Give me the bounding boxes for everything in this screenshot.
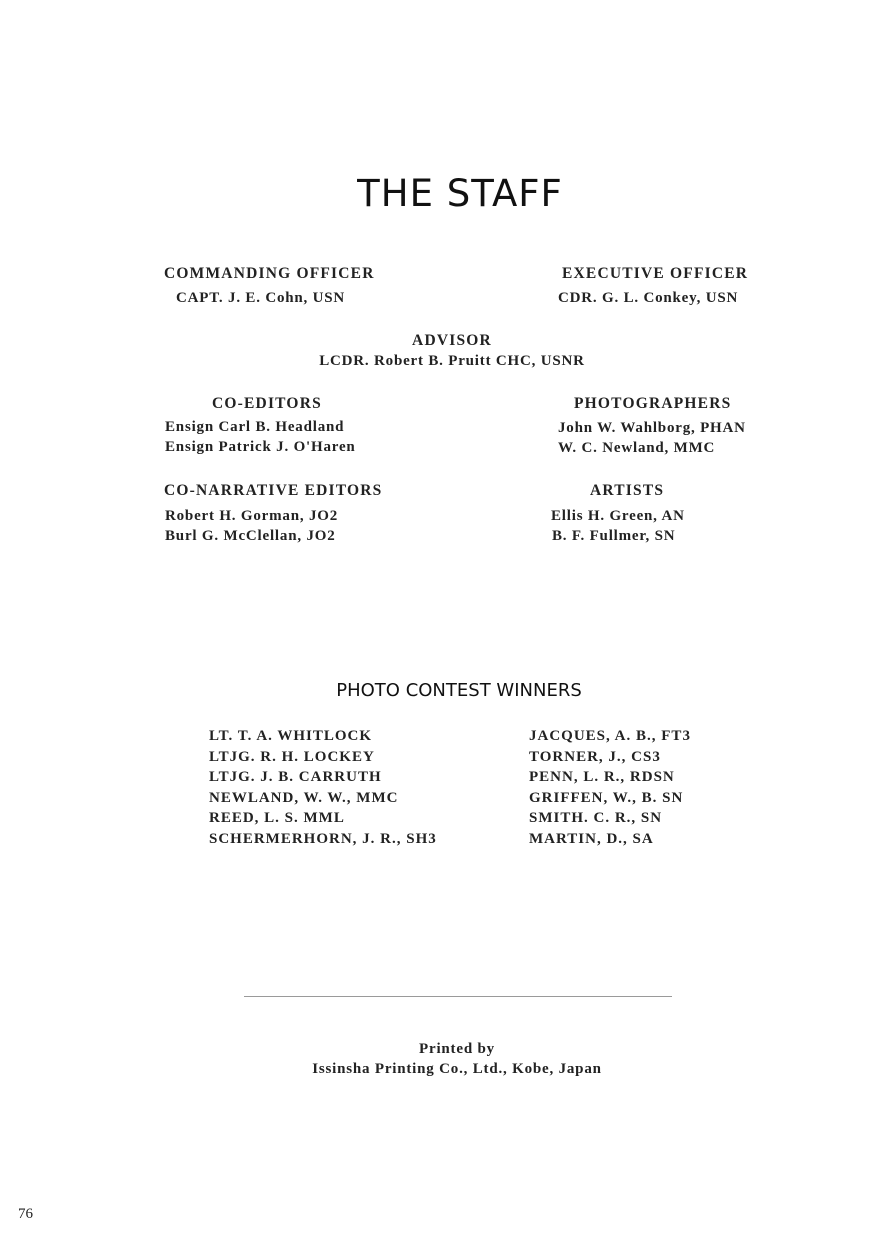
- winner-name: SCHERMERHORN, J. R., SH3: [209, 830, 437, 847]
- co-narrative-editor-name: Burl G. McClellan, JO2: [165, 528, 336, 544]
- winner-name: PENN, L. R., RDSN: [529, 769, 675, 786]
- page-title: THE STAFF: [357, 172, 563, 215]
- executive-officer-name: CDR. G. L. Conkey, USN: [558, 290, 739, 306]
- artist-name: Ellis H. Green, AN: [551, 508, 685, 524]
- winners-list-right: [529, 726, 691, 850]
- co-editors-heading: CO-EDITORS: [212, 395, 322, 412]
- advisor-name: LCDR. Robert B. Pruitt CHC, USNR: [319, 353, 585, 369]
- printer-credit: Issinsha Printing Co., Ltd., Kobe, Japan: [312, 1061, 602, 1077]
- divider: [244, 996, 672, 997]
- artist-name: B. F. Fullmer, SN: [552, 528, 676, 544]
- co-editor-name: Ensign Carl B. Headland: [165, 419, 345, 435]
- co-editor-name: Ensign Patrick J. O'Haren: [165, 439, 356, 455]
- photographers-heading: PHOTOGRAPHERS: [574, 395, 732, 412]
- photo-contest-heading: PHOTO CONTEST WINNERS: [336, 680, 582, 701]
- winner-name: MARTIN, D., SA: [529, 830, 654, 847]
- winner-name: TORNER, J., CS3: [529, 748, 661, 765]
- winner-name: SMITH. C. R., SN: [529, 810, 663, 827]
- page-number: 76: [18, 1206, 33, 1222]
- winner-name: LTJG. J. B. CARRUTH: [209, 769, 382, 786]
- winners-list-left: [209, 726, 437, 850]
- printed-by-label: Printed by: [419, 1041, 495, 1057]
- winner-name: LTJG. R. H. LOCKEY: [209, 748, 375, 765]
- winner-name: NEWLAND, W. W., MMC: [209, 789, 399, 806]
- co-narrative-editor-name: Robert H. Gorman, JO2: [165, 508, 339, 524]
- executive-officer-heading: EXECUTIVE OFFICER: [562, 265, 749, 282]
- winner-name: GRIFFEN, W., B. SN: [529, 789, 684, 806]
- winner-name: JACQUES, A. B., FT3: [529, 728, 691, 744]
- photographer-name: W. C. Newland, MMC: [558, 440, 716, 456]
- commanding-officer-heading: COMMANDING OFFICER: [164, 265, 375, 282]
- winner-name: LT. T. A. WHITLOCK: [209, 728, 373, 744]
- photographer-name: John W. Wahlborg, PHAN: [558, 420, 746, 436]
- artists-heading: ARTISTS: [590, 482, 665, 499]
- winner-name: REED, L. S. MML: [209, 810, 345, 827]
- commanding-officer-name: CAPT. J. E. Cohn, USN: [176, 290, 346, 306]
- advisor-heading: ADVISOR: [412, 332, 492, 349]
- co-narrative-editors-heading: CO-NARRATIVE EDITORS: [164, 482, 383, 499]
